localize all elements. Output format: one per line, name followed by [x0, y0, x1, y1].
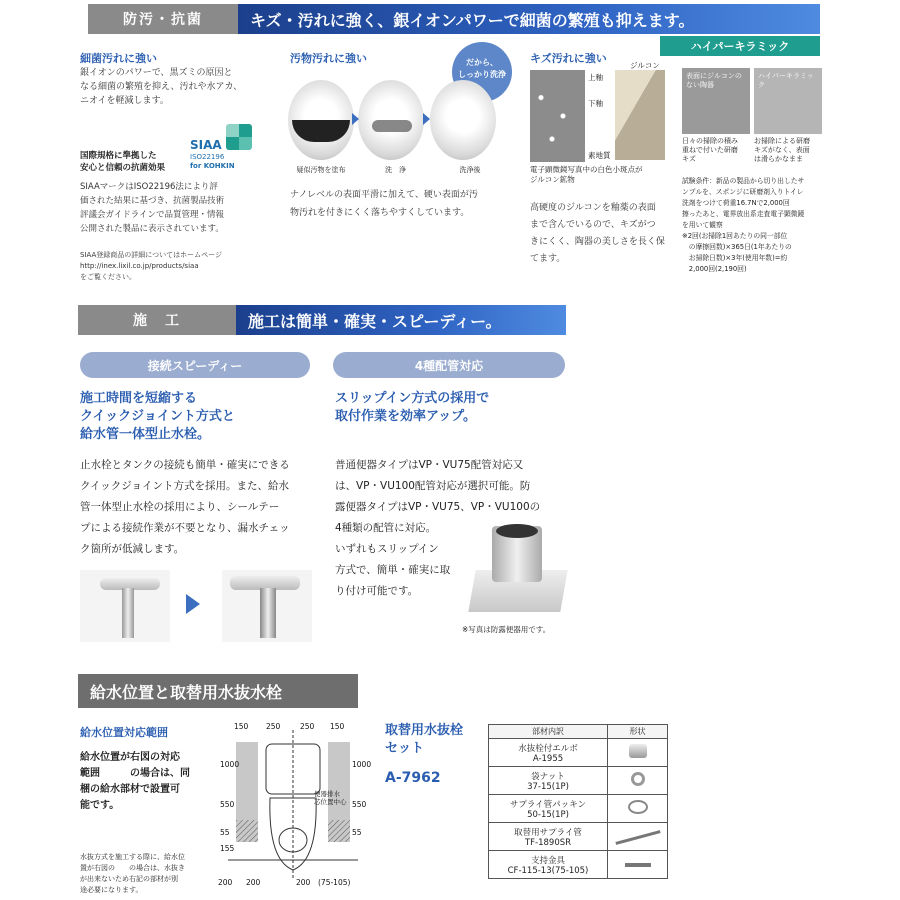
siaa-emblem-icon: [226, 124, 252, 150]
text-line: お掃除による研磨: [754, 137, 810, 145]
pipe: [122, 588, 134, 638]
part-name: サプライ管パッキン: [509, 799, 587, 810]
dim-label: 150: [330, 722, 345, 731]
cert-heading: [80, 150, 165, 174]
text-line: 便器排水: [314, 790, 340, 798]
heading-range: 給水位置対応範囲: [80, 726, 168, 739]
part-cell: [489, 823, 608, 851]
text-line: 能です。: [80, 800, 120, 811]
text-line: を用いて観察: [682, 221, 723, 229]
compare-image-kiramic: [754, 68, 822, 134]
text-line: 梱の給水部材で設置可: [80, 784, 180, 795]
text-line: り付け可能です。: [335, 585, 419, 597]
text-line: は滑らかなまま: [754, 155, 803, 163]
dim-label: 250: [266, 722, 281, 731]
text-line: 日々の掃除の積み: [682, 137, 738, 145]
table-row: [489, 767, 668, 795]
label-glaze-bottom: 下釉: [588, 99, 603, 108]
filth-stain: [292, 120, 350, 142]
pipe: [260, 588, 276, 638]
part-name: 袋ナット: [531, 771, 565, 782]
text-line: まで含んでいるので、キズがつ: [530, 220, 656, 230]
section-tag-construction: [78, 305, 236, 335]
cert-text: [80, 180, 280, 236]
part-name: 支持金具: [530, 855, 565, 866]
label-body: 素地質: [588, 151, 611, 160]
banner-text: キズ・汚れに強く、銀イオンパワーで細菌の繁殖も抑えます。: [250, 10, 695, 30]
siaa-link[interactable]: http://inex.lixil.co.jp/products/siaa: [80, 262, 199, 270]
hatched-area-left: [236, 820, 258, 842]
arrow-icon: [352, 113, 359, 125]
siaa-mark: SIAA: [190, 138, 222, 152]
text-line: 範囲 の場合は、同: [80, 768, 190, 779]
table-header-row: [489, 725, 668, 739]
text-line: 銀イオンのパワーで、黒ズミの原因と: [80, 68, 233, 78]
dim-label: 1000: [352, 760, 372, 769]
text-line: キズがなく、表面: [754, 146, 810, 154]
bracket-icon: [625, 863, 651, 867]
packing-icon: [628, 800, 648, 814]
micrograph-image: [530, 70, 585, 162]
text-line: 公開された製品に表示されています。: [80, 224, 224, 234]
text-line: 2,000回(2,190回): [682, 265, 747, 273]
text-line: 試験条件：新品の製品から切り出したサ: [682, 177, 805, 185]
text-line: 重ねで付いた研磨: [682, 146, 738, 154]
section-tag-label: 防汚・抗菌: [123, 12, 203, 28]
caption: 洗 浄: [385, 166, 406, 174]
text-line: ナノレベルの表面平滑に加えて、硬い表面が汚: [290, 190, 478, 200]
banner-text: 施工は簡単・確実・スピーディー。: [248, 311, 502, 331]
supply-pipe-icon: [615, 830, 660, 845]
text-line: セット: [385, 741, 425, 756]
heading-slip-in: [335, 390, 489, 426]
part-cell: [489, 795, 608, 823]
text-line: ク箇所が低減します。: [80, 543, 185, 555]
table-row: [489, 739, 668, 767]
range-text: [80, 750, 190, 814]
text-line: 取付作業を効率アップ。: [335, 409, 477, 424]
part-cell: [489, 767, 608, 795]
text-line: 途必要になります。: [80, 886, 143, 894]
text-line: 高硬度のジルコンを釉薬の表面: [530, 203, 656, 213]
section-tag-label: 施 工: [133, 313, 181, 329]
part-code: TF-1890SR: [524, 837, 572, 848]
set-model: A-7962: [385, 770, 441, 786]
bacteria-text: [80, 66, 280, 108]
dim-label: (75-105): [318, 878, 351, 887]
part-cell: [489, 739, 608, 767]
text-line: だから、: [466, 58, 498, 67]
hyper-kiramic-badge: ハイパーキラミック: [660, 36, 820, 56]
siaa-iso: ISO22196: [190, 153, 225, 161]
text-line: 管一体型止水栓の採用により、シールテー: [80, 501, 280, 513]
text-line: 物汚れを付きにくく落ちやすくしています。: [290, 208, 470, 218]
text-line: ない陶器: [686, 81, 714, 89]
text-line: SIAA登録商品の詳細についてはホームページ: [80, 251, 222, 259]
text-line: SIAAマークはISO22196法により評: [80, 182, 218, 192]
siaa-note: [80, 250, 290, 283]
arrow-icon: [186, 594, 200, 614]
text-line: 給水位置が右図の対応: [80, 752, 180, 763]
text-line: クイックジョイント方式と: [80, 409, 235, 424]
heading-quick-joint: [80, 390, 235, 444]
text-line: 国際規格に準拠した: [80, 151, 157, 161]
table-row: [489, 795, 668, 823]
text-line: ※2回(お掃除1回あたりの同一部位: [682, 232, 788, 240]
text-line: 給水管一体型止水栓。: [80, 427, 211, 442]
caption: 疑似汚物を塗布: [296, 166, 346, 174]
dim-label: 55: [352, 828, 362, 837]
text-line: の摩擦回数)×365日(1年あたりの: [682, 243, 792, 251]
parts-table: [488, 724, 668, 879]
toilet-photo-clean: [430, 80, 496, 160]
text-line: ンプルを、スポンジに研磨剤入りトイレ: [682, 188, 804, 196]
pipe-adapter-photo: [462, 520, 572, 620]
text-line: スリップイン方式の採用で: [335, 391, 490, 406]
dim-label: 155: [220, 844, 235, 853]
table-row: [489, 851, 668, 879]
shape-cell: [608, 795, 668, 823]
compare-title-kiramic: ハイパーキラミック: [758, 72, 814, 89]
text-line: いずれもスリップイン: [335, 543, 439, 555]
heading-filth: 汚物汚れに強い: [290, 52, 367, 65]
arrow-icon: [423, 113, 430, 125]
text-line: 表面にジルコンの: [686, 72, 742, 80]
column-header: 部材内訳: [489, 725, 608, 739]
set-heading: [385, 722, 463, 758]
section-banner-antifouling: [238, 4, 820, 34]
text-line: 水抜方式を施工する際に、給水位: [80, 853, 185, 861]
pill-quick-connect: 接続スピーディー: [80, 352, 310, 378]
text-line: 電子顕微鏡写真中の白色小斑点が: [530, 165, 643, 174]
scratch-text: [530, 200, 680, 268]
photo-note: ※写真は防露便器用です。: [462, 625, 551, 634]
shape-cell: [608, 823, 668, 851]
table-row: [489, 823, 668, 851]
nut-icon: [631, 772, 645, 786]
text-line: しっかり洗浄: [458, 70, 506, 79]
text-line: お掃除日数)×3年(使用年数)=約: [682, 254, 788, 262]
part-name: 水抜栓付エルボ: [518, 743, 578, 754]
dim-label: 55: [220, 828, 230, 837]
part-code: CF-115-13(75-105): [507, 865, 589, 876]
text-line: 止水栓とタンクの接続も簡単・確実にできる: [80, 459, 290, 471]
hatched-area-right: [328, 820, 350, 842]
text-line: 安心と信頼の抗菌効果: [80, 163, 166, 173]
text-line: 取替用水抜栓: [385, 723, 464, 738]
compare-caption-kiramic: [754, 137, 824, 164]
filth-remaining: [372, 120, 412, 132]
text-line: 洗剤をつけて荷重16.7Nで2,000回: [682, 199, 790, 207]
text-line: きにくく、陶器の美しさを長く保: [530, 237, 665, 247]
text-line: 置が右図の の場合は、水抜き: [80, 864, 185, 872]
text-line: 評議会ガイドラインで品質管理・情報: [80, 210, 224, 220]
fitting-photo-before: [80, 570, 170, 642]
cross-section-shading: [615, 70, 665, 160]
dim-label: 550: [352, 800, 367, 809]
text-line: キズ: [682, 155, 696, 163]
dim-label: 1000: [220, 760, 240, 769]
toilet-photo-dirty: [288, 80, 354, 160]
center-label: [314, 790, 347, 806]
text-line: が出来ないため右記の部材が別: [80, 875, 178, 883]
dim-label: 150: [234, 722, 249, 731]
text-line: は、VP・VU100配管対応が選択可能。防: [335, 480, 531, 492]
text-line: 施工時間を短縮する: [80, 391, 198, 406]
shape-cell: [608, 851, 668, 879]
bowl-outline: [270, 798, 316, 870]
text-line: クイックジョイント方式を採用。また、給水: [80, 480, 290, 492]
caption: 洗浄後: [459, 166, 481, 174]
pill-four-pipes: 4種配管対応: [333, 352, 565, 378]
section-tag-antifouling: [88, 4, 238, 34]
text-line: 方式で、簡単・確実に取: [335, 564, 451, 576]
column-header: 形状: [608, 725, 668, 739]
label-glaze-top: 上釉: [588, 73, 603, 82]
fitting-photo-after: [222, 570, 312, 642]
text-line: 普通便器タイプはVP・VU75配管対応又: [335, 459, 524, 471]
part-cell: [489, 851, 608, 879]
label-zircon: ジルコン: [630, 61, 660, 70]
test-notes: [682, 176, 827, 275]
dim-label: 200: [296, 878, 311, 887]
photo-captions: [288, 165, 503, 175]
toilet-photo-washing: [358, 80, 424, 160]
adapter-opening: [496, 524, 538, 538]
shape-cell: [608, 767, 668, 795]
quick-joint-text: [80, 455, 330, 560]
text-line: ニオイを軽減します。: [80, 96, 169, 106]
part-name: 取替用サプライ管: [514, 827, 582, 838]
text-line: をご覧ください。: [80, 273, 136, 281]
compare-image-normal: [682, 68, 750, 134]
text-line: 芯位置中心: [314, 798, 347, 806]
filth-text: [290, 186, 515, 222]
heading-bacteria: 細菌汚れに強い: [80, 52, 157, 65]
part-code: A-1955: [532, 753, 564, 764]
elbow-icon: [629, 744, 647, 758]
text-line: 擦ったあと、電界放出系走査電子顕微鏡: [682, 210, 805, 218]
section-banner-construction: [236, 305, 566, 335]
dim-label: 200: [218, 878, 233, 887]
siaa-kohkin: for KOHKIN: [190, 162, 235, 170]
dim-label: 550: [220, 800, 235, 809]
part-code: 37-15(1P): [527, 781, 569, 792]
range-note: [80, 852, 185, 896]
section-banner-water-supply: [78, 674, 358, 708]
supply-range-diagram: [218, 720, 372, 890]
text-line: 4種類の配管に対応。: [335, 522, 437, 534]
glaze-cross-section: [615, 70, 665, 160]
text-line: 露便器タイプはVP・VU75、VP・VU100の: [335, 501, 541, 513]
text-line: てます。: [530, 254, 566, 264]
shape-cell: [608, 739, 668, 767]
heading-scratch: キズ汚れに強い: [530, 52, 607, 65]
part-code: 50-15(1P): [527, 809, 569, 820]
text-line: ジルコン鉱物: [530, 175, 575, 184]
micro-caption: [530, 165, 643, 185]
text-line: なる細菌の繁殖を抑え、汚れや水アカ、: [80, 82, 243, 92]
compare-title-normal: [682, 68, 750, 94]
text-line: 価された結果に基づき、抗菌製品技術: [80, 196, 225, 206]
banner-text: 給水位置と取替用水抜水栓: [90, 682, 283, 702]
compare-caption-normal: [682, 137, 752, 164]
dim-label: 250: [300, 722, 315, 731]
text-line: プによる接続作業が不要となり、漏水チェッ: [80, 522, 290, 534]
dim-label: 200: [246, 878, 261, 887]
siaa-logo: [186, 124, 258, 174]
